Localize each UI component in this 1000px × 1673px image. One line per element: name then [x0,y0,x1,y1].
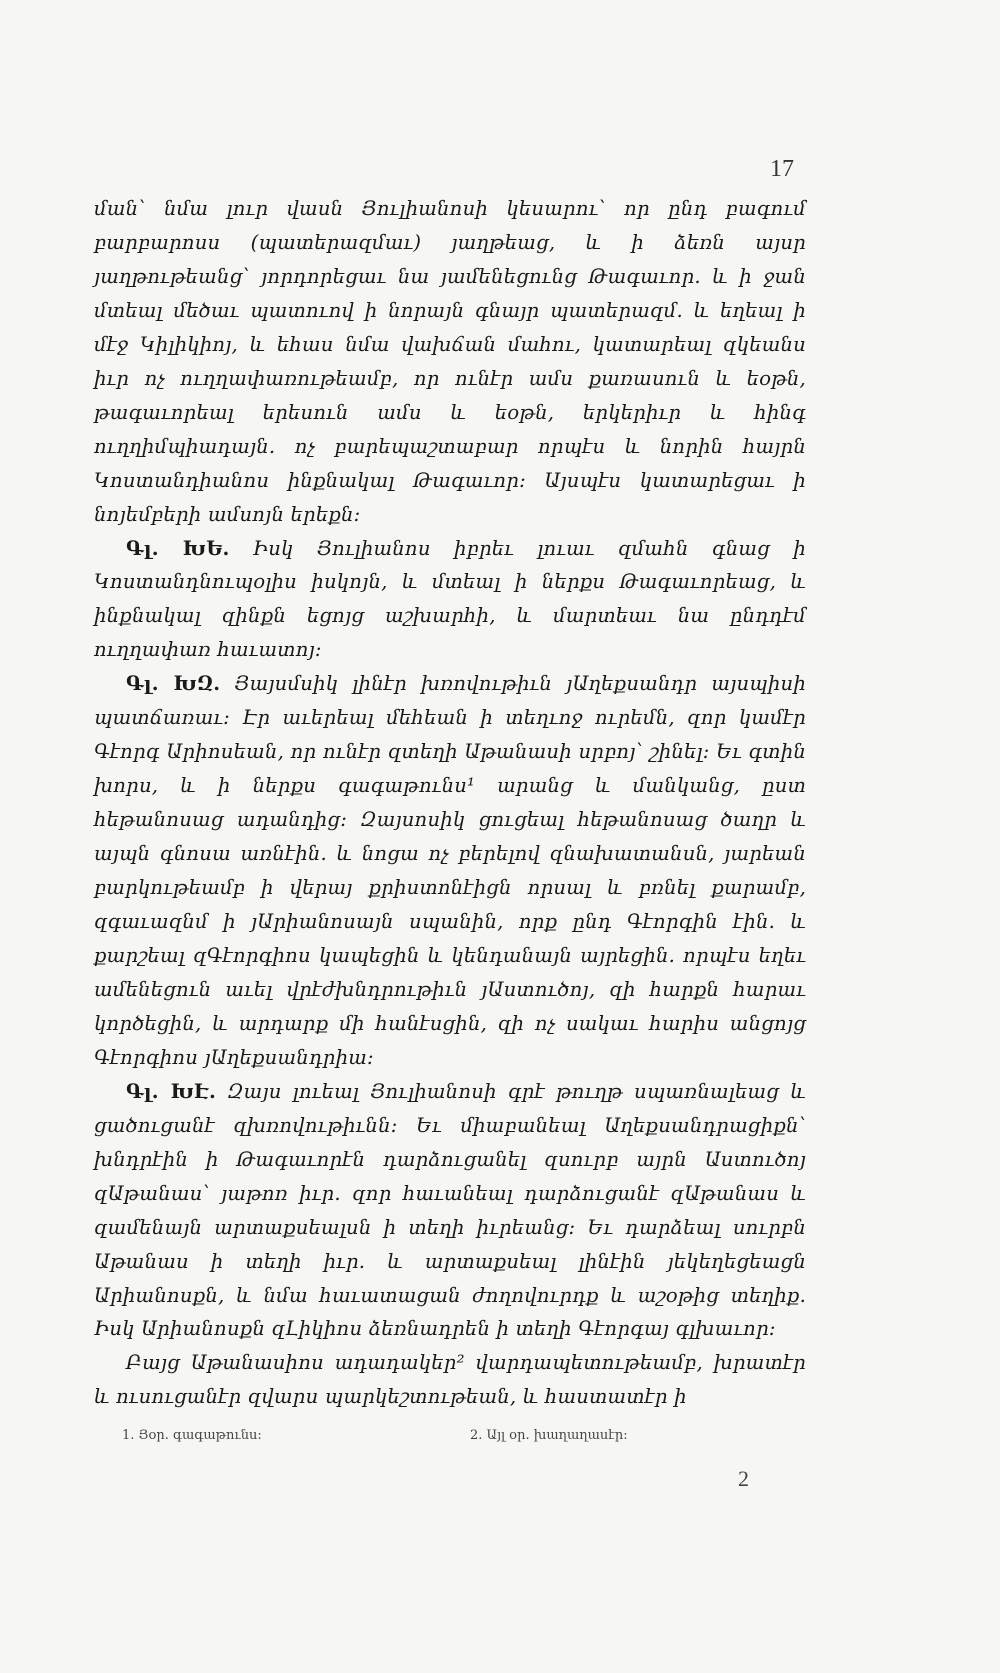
chapter-heading: Գլ. ԽԷ. [126,1079,216,1103]
footnote: 1. Յօր. գագաթունս: [122,1428,262,1443]
paragraph [94,192,806,532]
footnote: 2. Այլ օր. խաղաղասէր: [470,1428,628,1443]
body-text [94,192,806,1414]
paragraph [94,1346,806,1414]
signature-mark: 2 [738,1466,749,1491]
page-number: 17 [770,156,794,182]
paragraph [94,1075,806,1347]
paragraph-text: Զայս լուեալ Յուլիանոսի գրէ թուղթ սպառնալեաց և ցածուցանէ զխռովութիւնն: Եւ միաբանեալ Աղեքսանդրացիքն՝ խնդրէին ի Թագաւորէն դարձուցանել զսուրբ այրն Աստուծոյ զԱթանաս՝ յաթոռ իւր. զոր հաւանեալ դարձուցանէ զԱթանաս և զամենայն արտաքսեալսն ի տեղի իւրեանց: Եւ դարձեալ սուրբն Աթանաս ի տեղի իւր. և արտաքսեալ լինէին յեկեղեցեացն Արիանոսքն, և նմա հաւատացան ժողովուրդք և աշօթից տեղիք. Իսկ Արիանոսքն զԼիկիոս ձեռնադրեն ի տեղի Գէորգայ գլխաւոր: [94,1079,806,1341]
paragraph-text: Իսկ Յուլիանոս իբրեւ լուաւ զմահն գնաց ի Կոստանդնուպօլիս իսկոյն, և մտեալ ի ներքս Թագաւորեաց, և ինքնակալ զինքն եցոյց աշխարհի, և մարտեաւ նա ընդդէմ ուղղափառ հաւատոյ: [94,536,806,662]
footnotes [122,1428,802,1443]
paragraph-text: Յայսմսիկ լինէր խռովութիւն յԱղեքսանդր այսպիսի պատճառաւ: Էր աւերեալ մեհեան ի տեղւոջ ուրեմն, զոր կամէր Գէորգ Արիոսեան, որ ունէր զտեղի Աթանասի սրբոյ՝ շինել: Եւ գտին խորս, և ի ներքս գագաթունս¹ արանց և մանկանց, ըստ հեթանոսաց ադանդից: Զայսոսիկ ցուցեալ հեթանոսաց ծաղր և այպն գնոսա առնէին. և նոցա ոչ բերելով զնախատանսն, յարեան բարկութեամբ ի վերայ քրիստոնէիցն որսալ և բռնել քարամբ, զգաւազնմ ի յԱրիանոսայն սպանին, որք ընդ Գէորգին էին. և քարշեալ զԳէորգիոս կապեցին և կենդանայն այրեցին. որպէս եղեւ ամենեցուն աւել վրէժխնդրութիւն յԱստուծոյ, զի հարքն հարաւ կործեցին, և արդարք մի հանէսցին, զի ոչ սակաւ հարիս անցոյց Գէորգիոս յԱղեքսանդրիա: [94,672,806,1069]
chapter-heading: Գլ. ԽԶ. [126,672,221,696]
paragraph [94,532,806,668]
paragraph-text: Բայց Աթանասիոս ադադակեր² վարդապետութեամբ, խրատէր և ուսուցանէր զվարս պարկեշտութեան, և հաստատէր ի [94,1351,806,1409]
chapter-heading: Գլ. ԽԵ. [126,536,230,560]
paragraph [94,667,806,1074]
paragraph-text: ման՝ նմա լուր վասն Յուլիանոսի կեսարու՝ որ ընդ բագում բարբարոսս (պատերազմաւ) յաղթեաց, և ի ձեռն այսր յաղթութեանց՝ յորդորեցաւ նա յամենեցունց Թագաւոր. և ի ջան մտեալ մեծաւ պատուով ի նորայն գնայր պատերազմ. և եղեալ ի մէջ Կիլիկիոյ, և եհաս նմա վախճան մահու, կատարեալ զկեանս իւր ոչ ուղղափառութեամբ, որ ունէր ամս քառասուն և եօթն, թագաւորեալ երեսուն ամս և եօթն, երկերիւր և հինգ ուղղիմպիադայն. ոչ բարեպաշտաբար որպէս և նորին հայրն Կոստանդիանոս ինքնակալ Թագաւոր: Այսպէս կատարեցաւ ի նոյեմբերի ամսոյն երեքն: [94,197,806,526]
